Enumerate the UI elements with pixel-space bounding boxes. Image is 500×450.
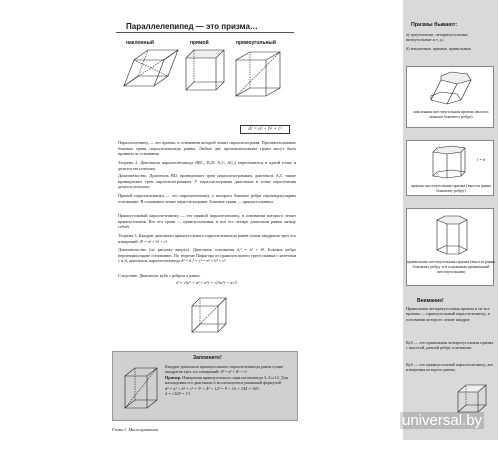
sidebar-cube-figure xyxy=(455,380,489,416)
cube-figure xyxy=(188,292,230,336)
regular-prism-card xyxy=(406,208,494,286)
page-title: Параллелепипед — это призма… xyxy=(126,22,258,31)
example-label: Пример. xyxy=(165,374,182,380)
diagonal-formula-box: d² = a² + b² + c² xyxy=(240,125,290,134)
edge-label: l = h xyxy=(477,157,486,162)
right-prism-figure xyxy=(429,144,475,180)
oblique-parallelepiped-figure xyxy=(124,50,178,86)
right-parallelepiped-figure xyxy=(186,50,224,90)
regular-prism-figure xyxy=(431,212,473,256)
watermark: universal.by xyxy=(402,412,483,429)
label-oblique: наклонный xyxy=(126,40,154,46)
right-prism-card xyxy=(406,140,494,196)
paragraph-right-parallelepiped: Прямой параллелепипед — это параллелепипед, у которого боковые ребра перпендикулярны основанию. В основании лежит параллелограмм. Боковые грани — прямоугольники. xyxy=(118,193,296,204)
warning-title: Внимание! xyxy=(417,298,444,304)
label-right: прямой xyxy=(190,40,209,46)
sidebar-title: Призмы бывают: xyxy=(411,22,458,28)
oblique-prism-figure xyxy=(427,70,475,106)
oblique-prism-card xyxy=(406,66,494,128)
sidebar-item-a: а) треугольные, четырехугольные, пятиугольные и т. д.; xyxy=(406,32,469,43)
rectangular-parallelepiped-figure xyxy=(236,52,280,96)
paragraph-rectangular-parallelepiped: Прямоугольный параллелепипед — это прямой параллелепипед, в основании которого лежит прямоугольник. Все его грани — прямоугольники, и все его четыре диагонали равны между собой. xyxy=(118,213,296,230)
example-calc-2: d = √169 = 13. xyxy=(165,391,191,397)
title-divider xyxy=(116,32,294,33)
paragraph-theorem-2: Теорема 2. Диагонали параллелепипеда (BD₁, B₁D, A₁C, AC₁) пересекаются в одной точке и делятся ею пополам. xyxy=(118,160,296,171)
label-rectangular: прямоугольный xyxy=(236,40,276,46)
paragraph-corollary: Следствие. Диагональ куба с ребром a равна: xyxy=(118,273,201,278)
remember-box-figure xyxy=(121,364,161,412)
right-prism-caption: прямая шестиугольная призма (высота равна боковому ребру) xyxy=(410,183,492,194)
remember-title: Запомните! xyxy=(193,355,222,361)
paragraph-definition: Параллелепипед — это призма, в основании которой лежит параллелограмм. Противоположные боковые грани параллелепипеда равны. Любые две противоположные грани могут быть приняты за основания. xyxy=(118,140,296,157)
remember-box xyxy=(112,351,298,421)
paragraph-proof-3: Доказательство (по рисунку вверху). Диагональ основания d₁² = a² + b². Боковое ребро перпендикулярно основанию. По теореме Пифагора из прямоугольного треугольника с катетами c и d₁ диагональ параллелепипеда d² = d₁² + c² = a² + b² + c². xyxy=(118,247,296,264)
paragraph-proof-2: Доказательство. Диагональ BD, принадлежит трем параллелограммам, диагональ A₁C также принадлежит трем параллелограммам. У параллелограмма диагонали в точке пересечения делятся пополам. xyxy=(118,173,296,190)
remember-example xyxy=(165,375,293,386)
parallelepiped-figures xyxy=(116,46,296,104)
example-calc-1: d² = a² + b² + c² = 3² + 4² + 12² = 9 + 16 + 144 = 169, xyxy=(165,385,260,391)
cube-diagonal-formula: d = √(a² + a² + a²) = √(3a²) = a√3. xyxy=(176,280,238,285)
oblique-prism-caption: наклонная шестиугольная призма (высота меньше бокового ребра) xyxy=(413,109,489,120)
cube-definition-1: Куб — это правильная четырехугольная призма с высотой, равной ребру основания. xyxy=(406,340,494,351)
paragraph-theorem-3: Теорема 3. Квадрат диагонали прямоугольного параллелепипеда равен сумме квадратов трех его измерений: d² = a² + b² + c². xyxy=(118,233,296,244)
sidebar xyxy=(403,0,498,440)
example-text: Измерения прямоугольного параллелепипеда 3, 4 и 12. Для нахождения его диагонали d воспользуемся указанной формулой xyxy=(165,374,288,386)
page-footer: Глава 1. Многогранники xyxy=(112,427,158,432)
remember-text xyxy=(165,364,293,396)
sidebar-item-b: б) наклонные, прямые, правильные. xyxy=(406,46,472,51)
warning-text: Правильная четырехугольная призма и не все призмы — прямоугольный параллелепипед, в основании которого лежит квадрат. xyxy=(406,306,490,322)
cube-definition-2: Куб — это прямоугольный параллелепипед, все измерения которого равны. xyxy=(406,362,494,373)
remember-rule: Квадрат диагонали прямоугольного параллелепипеда равен сумме квадратов трех его измерений: d² = a² + b² + c². xyxy=(165,364,284,375)
regular-prism-caption: правильная шестиугольная призма (высота равна боковому ребру и в основании правильный шестиугольник) xyxy=(407,259,496,275)
